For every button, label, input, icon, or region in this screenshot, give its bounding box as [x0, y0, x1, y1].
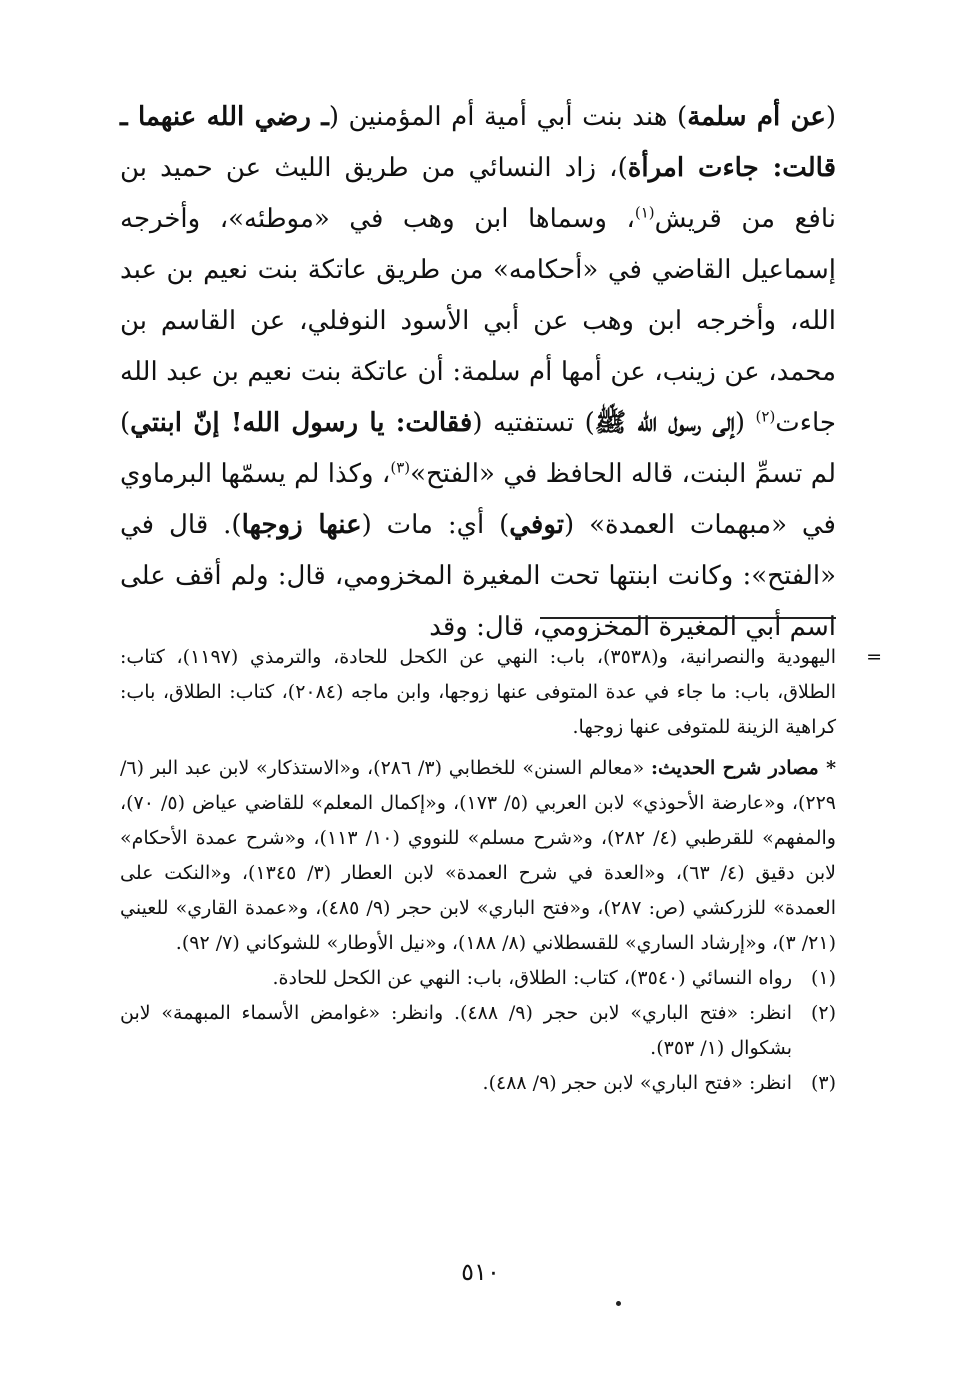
- text-run: ، وسماها ابن وهب في «موطئه»، وأخرجه إسماعيل القاضي في «أحكامه» من طريق عاتكة بنت نعيم بن عبد الله، وأخرجه ابن وهب عن أبي الأسود النوفلي، عن القاسم بن محمد، عن زينب، عن أمها أم سلمة: أن عاتكة بنت نعيم بن عبد الله جاءت: [120, 204, 836, 438]
- footnote-3: [120, 1066, 836, 1101]
- text-run: (: [825, 102, 836, 132]
- text-run: ) هند بنت أبي أمية أم المؤمنين (: [328, 102, 688, 132]
- bold-run: ـ رضي الله عنهما ـ قالت: جاءت امرأة: [120, 102, 836, 183]
- footnote-continuation: [120, 640, 882, 745]
- body-paragraph: [120, 92, 836, 653]
- footnote-text: رواه النسائي (٣٥٤٠)، كتاب: الطلاق، باب: النهي عن الكحل للحادة.: [272, 967, 792, 989]
- footnote-ref-3[interactable]: (٣): [390, 458, 411, 477]
- text-run: ) أي: مات (: [361, 510, 510, 540]
- text-run: ) لم تسمِّ البنت، قاله الحافظ في «الفتح»: [120, 408, 836, 489]
- footnote-text: انظر: «فتح الباري» لابن حجر (٩/ ٤٨٨). وانظر: «غوامض الأسماء المبهمة» لابن بشكوال (١/ ٣٥٣).: [120, 1002, 792, 1059]
- printer-dot: [616, 1301, 621, 1306]
- bold-run: فقالت: يا رسول الله! إنّ ابنتي: [130, 408, 473, 438]
- text-run: ). قال في «الفتح»: وكانت ابنتها تحت المغيرة المخزومي، قال: ولم أقف على اسم أبي المغيرة المخزومي، قال: وقد: [120, 510, 836, 642]
- text-run: (: [734, 408, 756, 438]
- footnote-number: (٢): [810, 1002, 836, 1024]
- continuation-mark: =: [866, 646, 882, 668]
- main-text: [120, 92, 836, 653]
- bold-run: عن أم سلمة: [687, 102, 826, 132]
- footnote-text: انظر: «فتح الباري» لابن حجر (٩/ ٤٨٨).: [482, 1072, 792, 1094]
- footnote-number: (٣): [810, 1072, 836, 1094]
- text-run: ، وكذا لم يسمّها البرماوي في «مبهمات العمدة» (: [120, 459, 836, 540]
- footnote-ref-2[interactable]: (٢): [755, 407, 776, 426]
- page-number: ٥١٠: [461, 1258, 500, 1286]
- bold-run: توفي: [509, 510, 565, 540]
- text-run: )، زاد النسائي من طريق الليث عن حميد بن نافع من قريش: [120, 153, 836, 234]
- continuation-text: اليهودية والنصرانية، و(٣٥٣٨)، باب: النهي عن الكحل للحادة، والترمذي (١١٩٧)، كتاب: الطلاق، باب: ما جاء في عدة المتوفى عنها زوجها، وابن ماجه (٢٠٨٤)، كتاب: الطلاق، باب: كراهية الزينة للمتوفى عنها زوجها.: [120, 646, 836, 738]
- bold-run: إلى رسول الله ﷺ: [594, 408, 735, 438]
- footnote-separator: [540, 617, 836, 619]
- text-run: ) تستفتيه (: [472, 408, 595, 438]
- footnotes: [120, 640, 882, 1101]
- sources-paragraph: [120, 751, 836, 961]
- bold-run: عنها زوجها: [241, 510, 362, 540]
- footnote-ref-1[interactable]: (١): [634, 203, 655, 222]
- sources-label: * مصادر شرح الحديث:: [651, 757, 837, 779]
- footnote-1: [120, 961, 836, 996]
- sources-text: «معالم السنن» للخطابي (٣/ ٢٨٦)، و«الاستذكار» لابن عبد البر (٦/ ٢٢٩)، و«عارضة الأحوذي» لابن العربي (٥/ ١٧٣)، و«إكمال المعلم» للقاضي عياض (٥/ ٧٠)، والمفهم» للقرطبي (٤/ ٢٨٢)، و«شرح مسلم» للنووي (١٠/ ١١٣)، و«شرح عمدة الأحكام» لابن دقيق (٤/ ٦٣)، و«العدة في شرح العمدة» لابن العطار (٣/ ١٣٤٥)، و«النكت على العمدة» للزركشي (ص: ٢٨٧)، و«فتح الباري» لابن حجر (٩/ ٤٨٥)، و«عمدة القاري» للعيني (٢١/ ٣)، و«إرشاد الساري» للقسطلاني (٨/ ١٨٨)، و«نيل الأوطار» للشوكاني (٧/ ٩٢).: [120, 757, 836, 954]
- footnote-number: (١): [810, 967, 836, 989]
- footnote-2: [120, 996, 836, 1066]
